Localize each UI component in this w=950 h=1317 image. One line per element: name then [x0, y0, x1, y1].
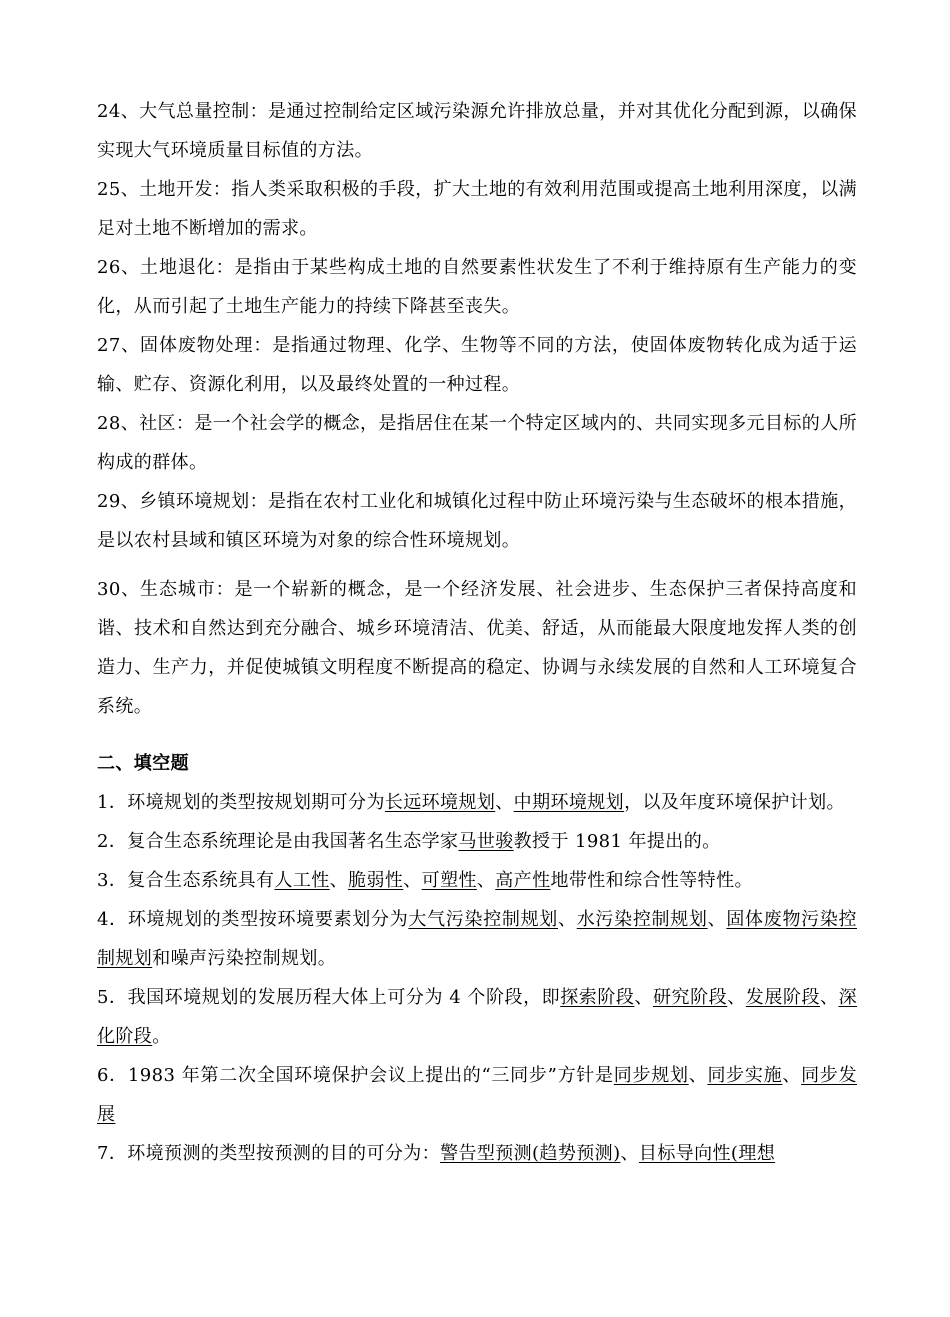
- separator: 、: [476, 870, 496, 891]
- question-text: 2．复合生态系统理论是由我国著名生态学家: [97, 831, 459, 852]
- question-text: 3．复合生态系统具有: [97, 870, 275, 891]
- definition-25: 25、土地开发：指人类采取积极的手段，扩大土地的有效利用范围或提高土地利用深度，以满足对土地不断增加的需求。: [97, 179, 857, 239]
- answer-blank: 深化阶段: [97, 987, 857, 1047]
- answer-blank: 人工性: [274, 870, 330, 891]
- definition-27: 27、固体废物处理：是指通过物理、化学、生物等不同的方法，使固体废物转化成为适于运输、贮存、资源化利用，以及最终处置的一种过程。: [97, 335, 857, 395]
- answer-blank: 同步发展: [97, 1065, 857, 1125]
- fill-blank-5: [97, 978, 857, 1056]
- fill-blank-3: [97, 861, 857, 900]
- separator: 、: [634, 987, 653, 1008]
- answer-blank: 长远环境规划: [384, 792, 496, 813]
- question-text: 5．我国环境规划的发展历程大体上可分为 4 个阶段，即: [97, 987, 561, 1008]
- fill-blank-4: [97, 900, 857, 978]
- answer-blank: 高产性: [495, 870, 551, 891]
- question-text: ，以及年度环境保护计划。: [624, 792, 845, 813]
- separator: 、: [688, 1065, 708, 1086]
- question-text: 教授于 1981 年提出的。: [513, 831, 721, 852]
- answer-blank: 水污染控制规划: [576, 909, 708, 930]
- fill-blank-6: [97, 1056, 857, 1134]
- answer-blank: 研究阶段: [653, 987, 728, 1008]
- definition-26: 26、土地退化：是指由于某些构成土地的自然要素性状发生了不利于维持原有生产能力的变化，从而引起了土地生产能力的持续下降甚至丧失。: [97, 257, 857, 317]
- answer-blank: 中期环境规划: [513, 792, 625, 813]
- separator: 、: [820, 987, 839, 1008]
- answer-blank: 目标导向性(理想: [638, 1143, 776, 1164]
- answer-blank: 同步规划: [613, 1065, 689, 1086]
- section-heading: 二、填空题: [97, 753, 189, 774]
- question-text: 。: [152, 1026, 171, 1047]
- separator: 、: [727, 987, 746, 1008]
- answer-blank: 大气污染控制规划: [408, 909, 559, 930]
- answer-blank: 脆弱性: [348, 870, 404, 891]
- answer-blank: 探索阶段: [560, 987, 635, 1008]
- answer-blank: 固体废物污染控制规划: [97, 909, 857, 969]
- document-page: [97, 92, 857, 1173]
- separator: 、: [403, 870, 422, 891]
- answer-blank: 同步实施: [707, 1065, 783, 1086]
- question-text: 地带性和综合性等特性。: [550, 870, 753, 891]
- definition-28: 28、社区：是一个社会学的概念，是指居住在某一个特定区域内的、共同实现多元目标的人所构成的群体。: [97, 413, 857, 473]
- fill-blank-7: [97, 1134, 857, 1173]
- definition-29: 29、乡镇环境规划：是指在农村工业化和城镇化过程中防止环境污染与生态破坏的根本措施，是以农村县域和镇区环境为对象的综合性环境规划。: [97, 491, 857, 551]
- definition-30: 30、生态城市：是一个崭新的概念，是一个经济发展、社会进步、生态保护三者保持高度和谐、技术和自然达到充分融合、城乡环境清洁、优美、舒适，从而能最大限度地发挥人类的创造力、生产力，并促使城镇文明程度不断提高的稳定、协调与永续发展的自然和人工环境复合系统。: [97, 579, 857, 717]
- answer-blank: 马世骏: [458, 831, 514, 852]
- question-text: 4．环境规划的类型按环境要素划分为: [97, 909, 409, 930]
- separator: 、: [558, 909, 577, 930]
- separator: 、: [329, 870, 349, 891]
- answer-blank: 发展阶段: [745, 987, 821, 1008]
- fill-blank-1: [97, 783, 857, 822]
- separator: 、: [707, 909, 727, 930]
- question-text: 6．1983 年第二次全国环境保护会议上提出的“三同步”方针是: [97, 1065, 614, 1086]
- question-text: 和噪声污染控制规划。: [152, 948, 337, 969]
- question-text: 7．环境预测的类型按预测的目的可分为：: [97, 1143, 441, 1164]
- fill-blank-2: [97, 822, 857, 861]
- question-text: 1．环境规划的类型按规划期可分为: [97, 792, 385, 813]
- answer-blank: 警告型预测(趋势预测): [440, 1143, 621, 1164]
- separator: 、: [495, 792, 514, 813]
- separator: 、: [782, 1065, 802, 1086]
- separator: 、: [620, 1143, 639, 1164]
- definition-24: 24、大气总量控制：是通过控制给定区域污染源允许排放总量，并对其优化分配到源，以确保实现大气环境质量目标值的方法。: [97, 101, 857, 161]
- answer-blank: 可塑性: [421, 870, 477, 891]
